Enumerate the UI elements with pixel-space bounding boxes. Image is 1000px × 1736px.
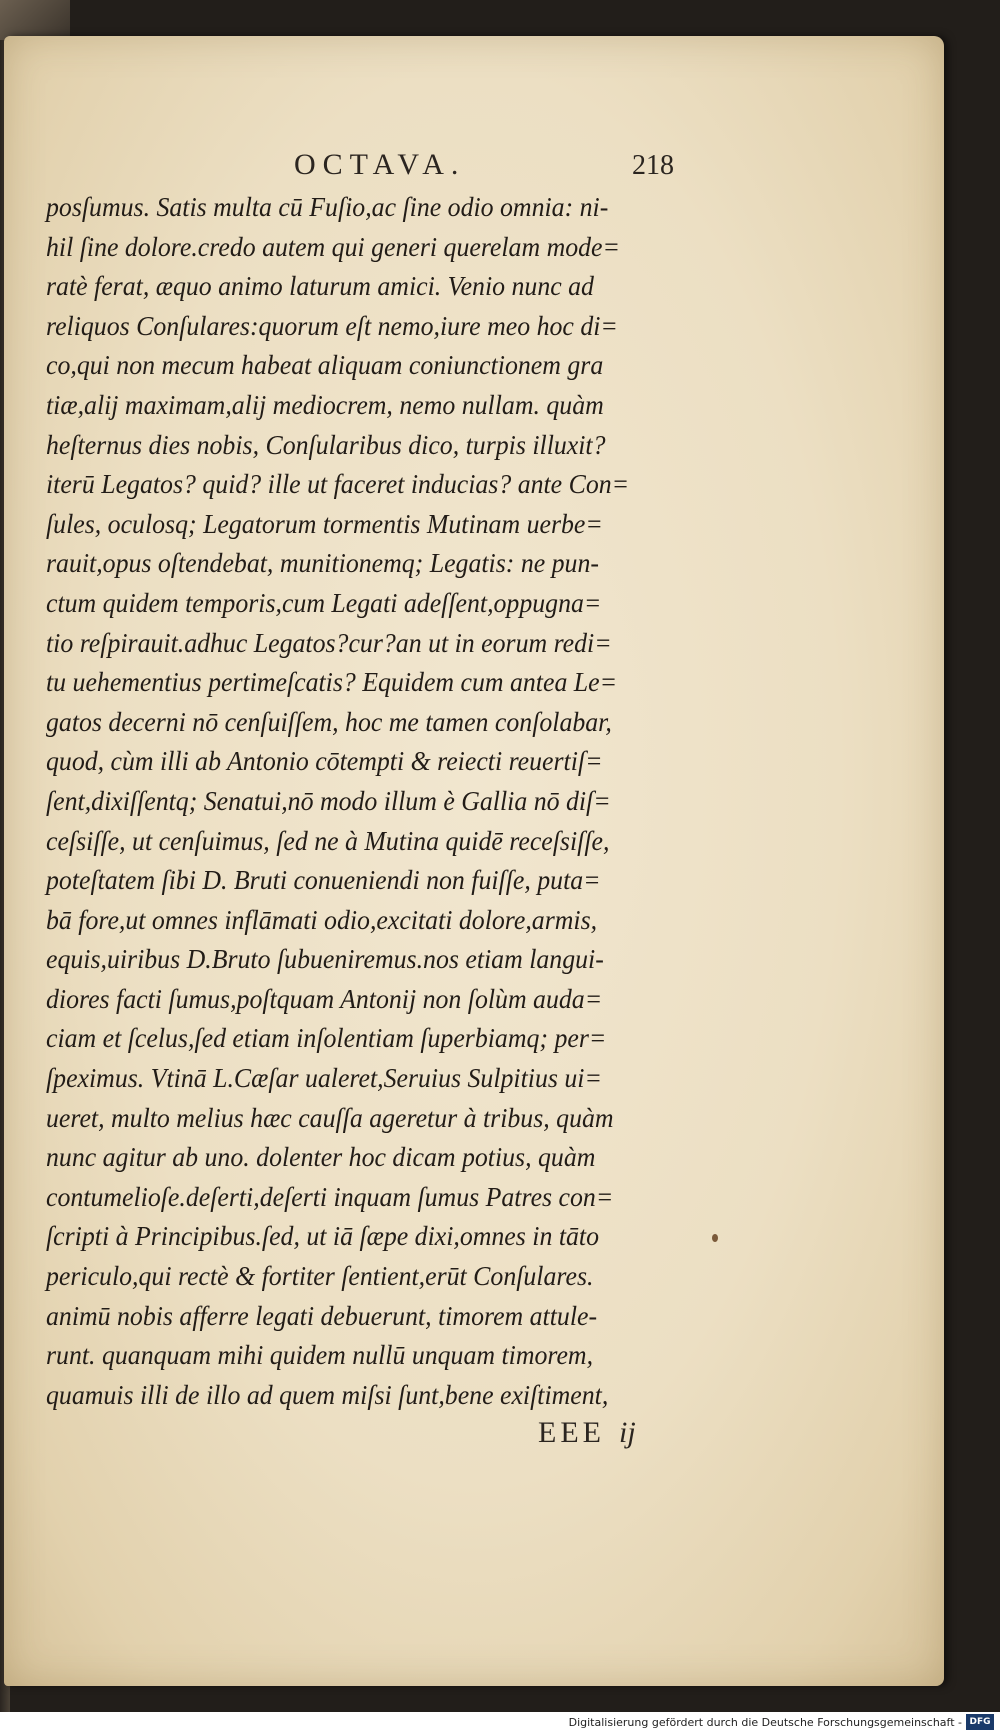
folio-number: 218 [632, 150, 674, 181]
text-line: diores facti ſumus,poſtquam Antonij non ſolùm auda= [46, 982, 603, 1014]
text-line: ſules, oculosq; Legatorum tormentis Mutinam uerbe= [46, 507, 603, 539]
text-line: equis,uiribus D.Bruto ſubueniremus.nos etiam langui- [46, 943, 604, 975]
text-line: ciam et ſcelus,ſed etiam inſolentiam ſuperbiamq; per= [46, 1022, 607, 1054]
text-line: tio reſpirauit.adhuc Legatos?cur?an ut in eorum redi= [46, 626, 612, 658]
signature-number: ij [618, 1416, 636, 1449]
text-line: co,qui non mecum habeat aliquam coniunctionem gra [46, 349, 604, 381]
text-line: posſumus. Satis multa cū Fuſio,ac ſine odio omnia: ni- [46, 191, 609, 222]
footer-credit: Digitalisierung gefördert durch die Deutsche Forschungsgemeinschaft - [568, 1716, 962, 1729]
text-line: hil ſine dolore.credo autem qui generi querelam mode= [46, 230, 620, 262]
text-line: quamuis illi de illo ad quem miſsi ſunt,bene exiſtiment, [46, 1378, 609, 1410]
corner-clip [0, 0, 70, 40]
text-line: tiæ,alij maximam,alij mediocrem, nemo nullam. quàm [46, 388, 604, 420]
text-line: quod, cùm illi ab Antonio cōtempti & reiecti reuertiſ= [46, 745, 603, 777]
text-line: animū nobis afferre legati debuerunt, timorem attule- [46, 1299, 598, 1331]
text-line: runt. quanquam mihi quidem nullū unquam timorem, [46, 1339, 594, 1371]
text-line: iterū Legatos? quid? ille ut faceret inducias? ante Con= [46, 468, 630, 500]
body-text [46, 187, 706, 1414]
text-line: heſternus dies nobis, Conſularibus dico, turpis illuxit? [46, 428, 606, 460]
signature-letters: EEE [538, 1416, 605, 1449]
text-line: periculo,qui rectè & fortiter ſentient,erūt Conſulares. [46, 1260, 594, 1292]
text-line: rauit,opus oſtendebat, munitionemq; Legatis: ne pun- [46, 547, 599, 579]
text-line: ceſsiſſe, ut cenſuimus, ſed ne à Mutina quidē receſsiſſe, [46, 824, 610, 856]
running-head: OCTAVA. [294, 148, 466, 181]
text-line: ſcripti à Principibus.ſed, ut iā ſæpe dixi,omnes in tāto [46, 1220, 599, 1252]
text-line: bā fore,ut omnes inflāmati odio,excitati dolore,armis, [46, 903, 598, 935]
text-line: nunc agitur ab uno. dolenter hoc dicam potius, quàm [46, 1141, 596, 1173]
text-line: ueret, multo melius hæc cauſſa ageretur à tribus, quàm [46, 1101, 614, 1133]
text-line: ctum quidem temporis,cum Legati adeſſent,oppugna= [46, 586, 602, 618]
text-line: ratè ferat, æquo animo laturum amici. Venio nunc ad [46, 270, 594, 302]
text-line: poteſtatem ſibi D. Bruti conueniendi non fuiſſe, puta= [46, 864, 601, 896]
text-line: ſpeximus. Vtinā L.Cæſar ualeret,Seruius Sulpitius ui= [46, 1062, 602, 1094]
text-line: ſent,dixiſſentq; Senatui,nō modo illum è Gallia nō diſ= [46, 784, 611, 816]
text-line: gatos decerni nō cenſuiſſem, hoc me tamen conſolabar, [46, 705, 612, 737]
text-line: contumelioſe.deſerti,deſerti inquam ſumus Patres con= [46, 1180, 614, 1212]
signature-mark [538, 1416, 636, 1450]
dfg-logo: DFG [966, 1714, 994, 1730]
margin-ink-spot [712, 1234, 718, 1242]
page-header [80, 148, 680, 192]
text-line: tu uehementius pertimeſcatis? Equidem cum antea Le= [46, 666, 618, 698]
text-line: reliquos Conſulares:quorum eſt nemo,iure meo hoc di= [46, 309, 618, 341]
